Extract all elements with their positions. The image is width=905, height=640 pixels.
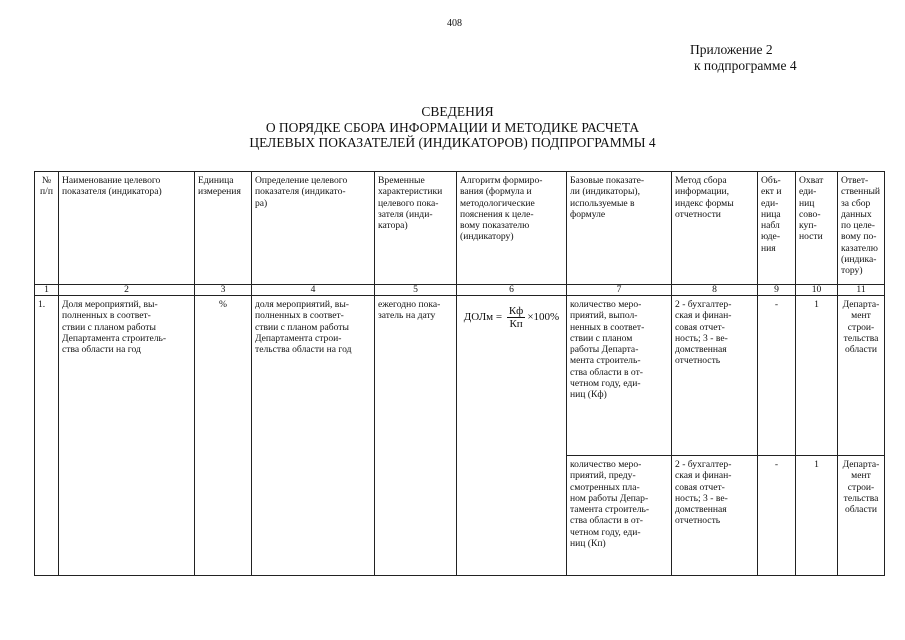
indicator-formula-cell — [457, 296, 567, 576]
formula-fraction — [507, 305, 525, 330]
column-number: 7 — [567, 285, 672, 296]
header-cell-unit: Единица измерения — [195, 172, 252, 285]
column-number-row — [35, 285, 885, 296]
column-number: 6 — [457, 285, 567, 296]
column-number: 1 — [35, 285, 59, 296]
page-number: 408 — [447, 18, 462, 29]
title-line-1: СВЕДЕНИЯ — [421, 104, 494, 119]
row-number: 1. — [35, 296, 59, 576]
column-number: 5 — [375, 285, 457, 296]
formula — [460, 305, 563, 330]
responsible: Департа- мент строи- тельства области — [838, 296, 885, 456]
title-line-3: ЦЕЛЕВЫХ ПОКАЗАТЕЛЕЙ (ИНДИКАТОРОВ) ПОДПРОГРАММЫ 4 — [249, 135, 656, 150]
formula-lhs: ДОЛм — [463, 310, 494, 323]
coverage: 1 — [796, 456, 838, 576]
coverage: 1 — [796, 296, 838, 456]
indicator-time: ежегодно пока- затель на дату — [375, 296, 457, 576]
indicator-definition: доля мероприятий, вы- полненных в соответ- ствии с планом работы Департамента строи- тельства области на год — [252, 296, 375, 576]
appendix-label — [690, 42, 797, 74]
formula-equals: = — [493, 310, 505, 323]
header-row — [35, 172, 885, 285]
header-cell-num: № п/п — [35, 172, 59, 285]
header-cell-base: Базовые показате- ли (индикаторы), используемые в формуле — [567, 172, 672, 285]
column-number: 9 — [758, 285, 796, 296]
document-title — [0, 104, 905, 151]
header-cell-definition: Определение целевого показателя (индикато- ра) — [252, 172, 375, 285]
header-cell-coverage: Охват еди- ниц сово- куп- ности — [796, 172, 838, 285]
column-number: 11 — [838, 285, 885, 296]
observation-object: - — [758, 296, 796, 456]
collection-method: 2 - бухгалтер- ская и финан- совая отчет- ность; 3 - ве- домственная отчетность — [672, 456, 758, 576]
base-indicator: количество меро- приятий, преду- смотренных пла- ном работы Депар- тамента строитель- ства области в от- четном году, еди- ниц (Кп) — [567, 456, 672, 576]
column-number: 3 — [195, 285, 252, 296]
column-number: 10 — [796, 285, 838, 296]
formula-denominator: Кп — [509, 318, 523, 330]
header-cell-object: Объ- ект и еди- ница набл юде- ния — [758, 172, 796, 285]
table-row — [35, 296, 885, 456]
base-indicator: количество меро- приятий, выпол- ненных в соответ- ствии с планом работы Департа- мента строитель- ства области в от- четном году, еди- ниц (Кф) — [567, 296, 672, 456]
formula-numerator: Кф — [508, 305, 524, 317]
column-number: 8 — [672, 285, 758, 296]
responsible: Департа- мент строи- тельства области — [838, 456, 885, 576]
observation-object: - — [758, 456, 796, 576]
formula-factor: ×100% — [527, 310, 560, 323]
header-cell-method: Метод сбора информации, индекс формы отчетности — [672, 172, 758, 285]
appendix-line-2: к подпрограмме 4 — [694, 58, 797, 73]
header-cell-name: Наименование целевого показателя (индикатора) — [59, 172, 195, 285]
appendix-line-1: Приложение 2 — [690, 42, 773, 57]
indicator-name: Доля мероприятий, вы- полненных в соответ- ствии с планом работы Департамента строитель- ства области на год — [59, 296, 195, 576]
indicator-unit: % — [195, 296, 252, 576]
header-cell-algorithm: Алгоритм формиро- вания (формула и методологические пояснения к целе- вому показателю (индикатору) — [457, 172, 567, 285]
title-line-2: О ПОРЯДКЕ СБОРА ИНФОРМАЦИИ И МЕТОДИКЕ РАСЧЕТА — [265, 119, 640, 135]
column-number: 4 — [252, 285, 375, 296]
header-cell-time: Временные характеристики целевого пока- зателя (инди- катора) — [375, 172, 457, 285]
column-number: 2 — [59, 285, 195, 296]
header-cell-responsible: Ответ- ственный за сбор данных по целе- вому по- казателю (индика- тору) — [838, 172, 885, 285]
indicators-table — [34, 171, 885, 576]
collection-method: 2 - бухгалтер- ская и финан- совая отчет- ность; 3 - ве- домственная отчетность — [672, 296, 758, 456]
